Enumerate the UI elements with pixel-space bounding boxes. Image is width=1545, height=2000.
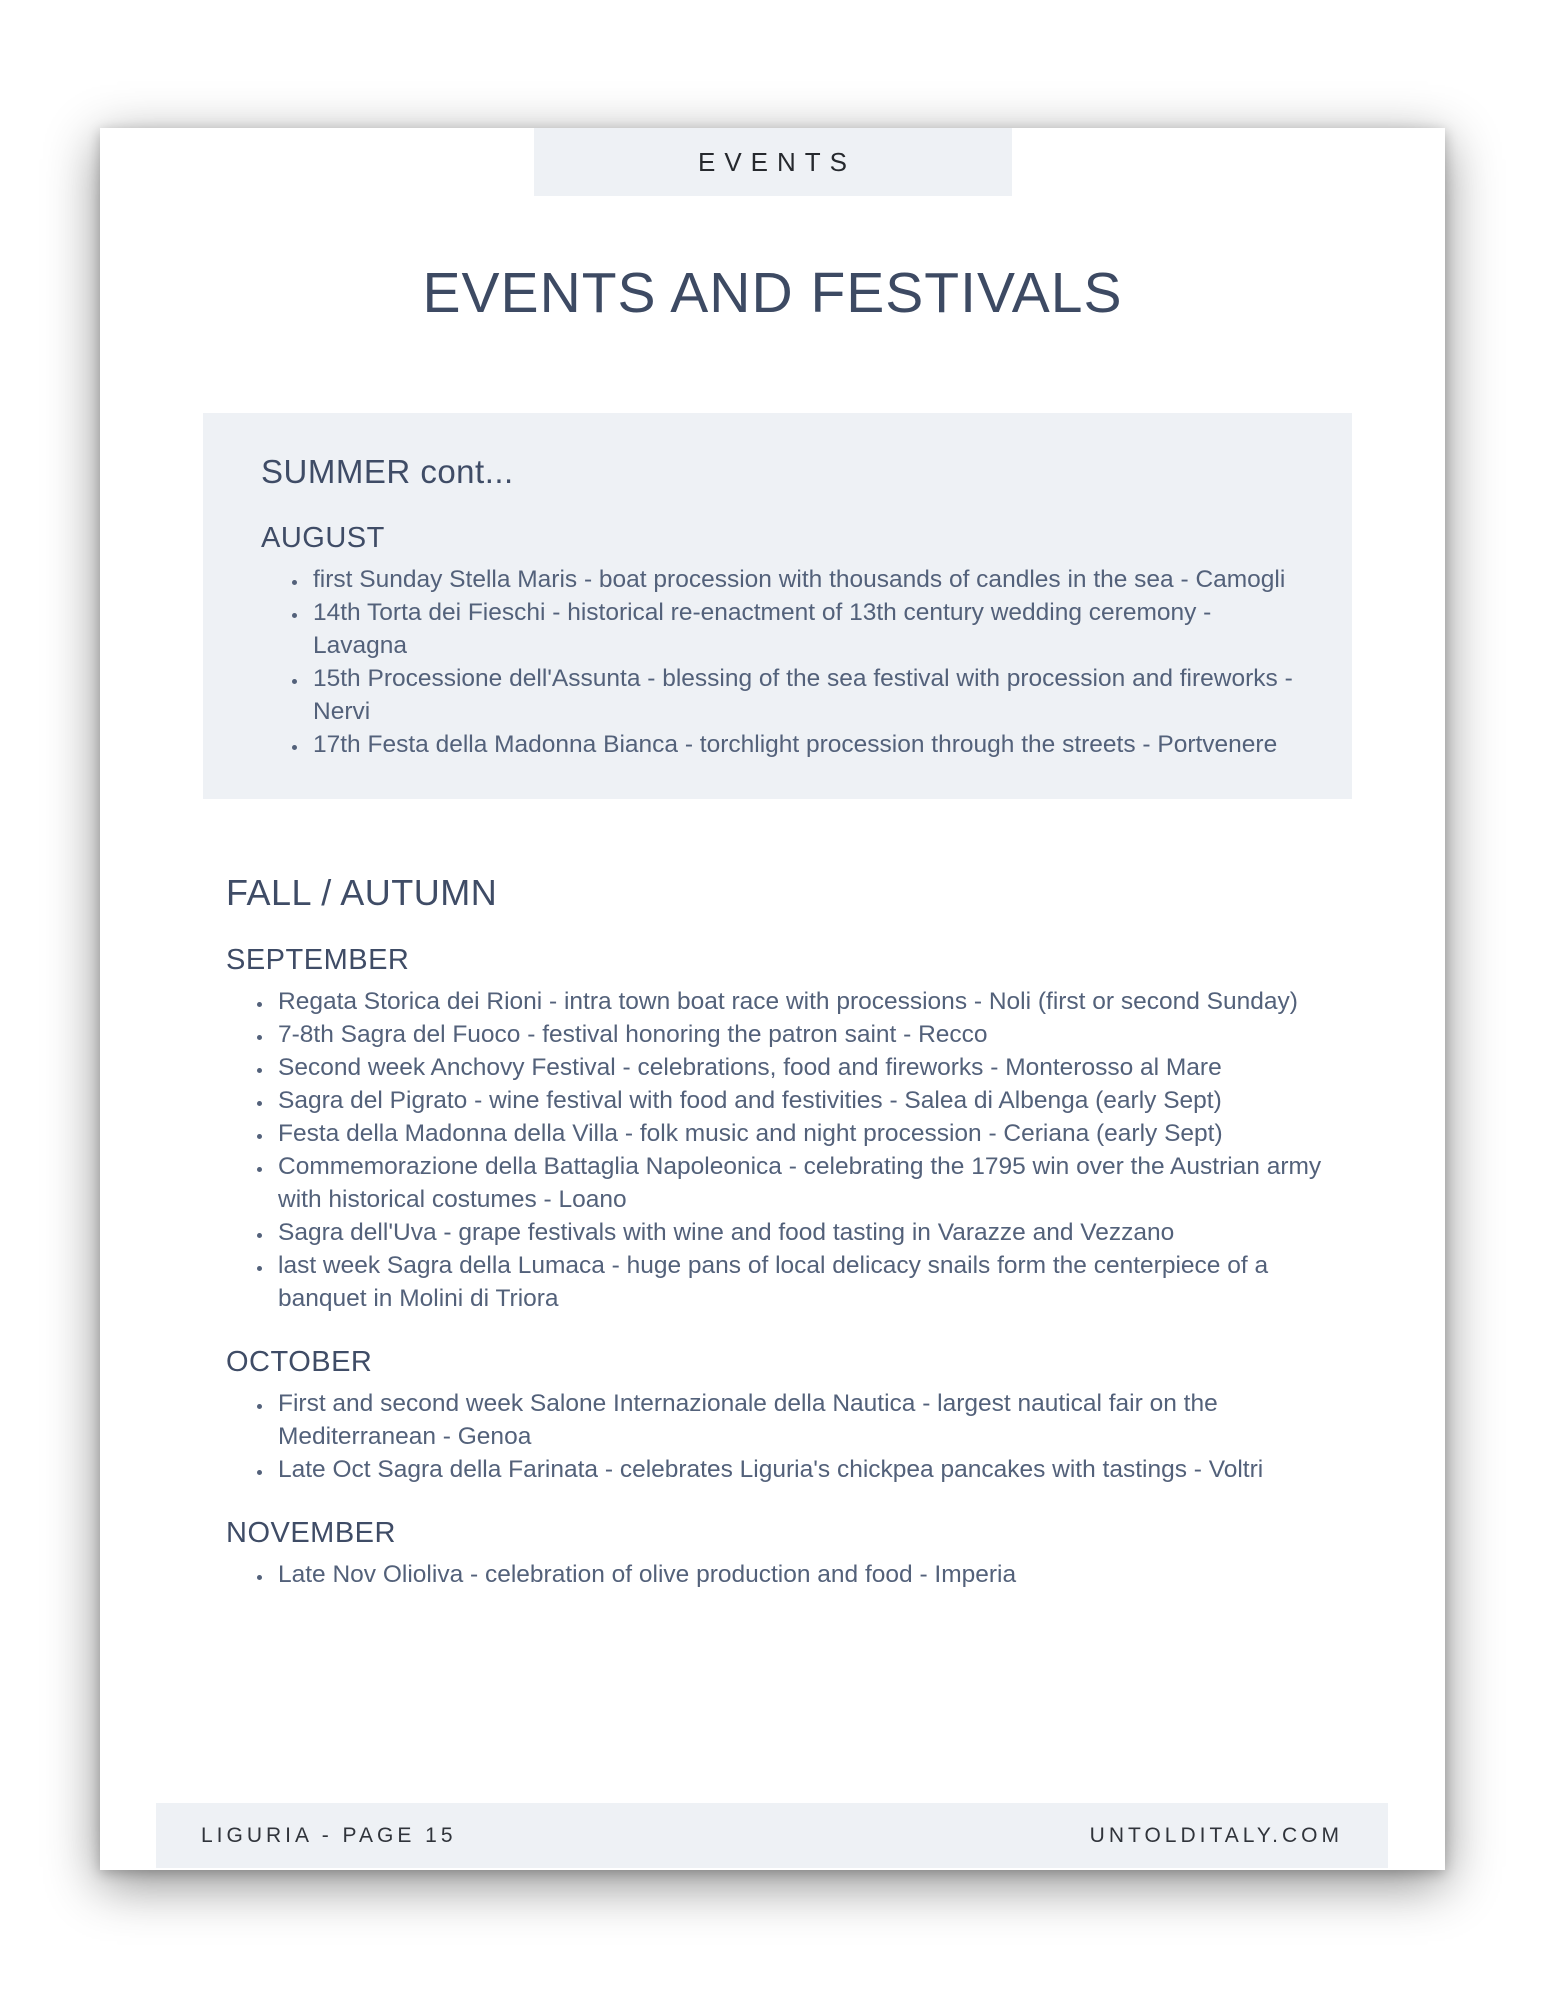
event-item: • first Sunday Stella Maris - boat procession with thousands of candles in the sea - Camogli: [309, 563, 1294, 596]
event-list-august: [261, 563, 1294, 761]
event-list-september: [226, 985, 1340, 1315]
event-item: • Sagra del Pigrato - wine festival with food and festivities - Salea di Albenga (early Sept): [274, 1084, 1340, 1117]
event-item: • 14th Torta dei Fieschi - historical re-enactment of 13th century wedding ceremony - Lavagna: [309, 596, 1294, 662]
month-heading-august: AUGUST: [261, 522, 385, 554]
event-item: • 15th Processione dell'Assunta - blessing of the sea festival with procession and fireworks - Nervi: [309, 662, 1294, 728]
document-page: [100, 128, 1445, 1870]
page-title: EVENTS AND FESTIVALS: [422, 261, 1123, 325]
event-item: • Commemorazione della Battaglia Napoleonica - celebrating the 1795 win over the Austrian army with historical costumes - Loano: [274, 1150, 1340, 1216]
month-heading-october: OCTOBER: [226, 1346, 373, 1378]
fall-autumn-section: [226, 871, 1340, 1591]
event-item: • 7-8th Sagra del Fuoco - festival honoring the patron saint - Recco: [274, 1018, 1340, 1051]
footer-page-label: LIGURIA - PAGE 15: [201, 1823, 457, 1847]
event-item: • Second week Anchovy Festival - celebrations, food and fireworks - Monterosso al Mare: [274, 1051, 1340, 1084]
event-list-october: [226, 1387, 1340, 1486]
event-list-november: [226, 1558, 1340, 1591]
page-header-badge: [534, 128, 1012, 196]
event-item: • Sagra dell'Uva - grape festivals with wine and food tasting in Varazze and Vezzano: [274, 1216, 1340, 1249]
event-item: • 17th Festa della Madonna Bianca - torchlight procession through the streets - Portvenere: [309, 728, 1294, 761]
event-item: • First and second week Salone Internazionale della Nautica - largest nautical fair on the Mediterranean - Genoa: [274, 1387, 1340, 1453]
month-heading-september: SEPTEMBER: [226, 944, 410, 976]
month-heading-november: NOVEMBER: [226, 1517, 396, 1549]
event-item: • Late Oct Sagra della Farinata - celebrates Liguria's chickpea pancakes with tastings - Voltri: [274, 1453, 1340, 1486]
page-header-badge-label: EVENTS: [697, 146, 857, 177]
event-item: • Late Nov Olioliva - celebration of olive production and food - Imperia: [274, 1558, 1340, 1591]
season-heading-summer: SUMMER cont...: [261, 453, 514, 490]
event-item: • last week Sagra della Lumaca - huge pans of local delicacy snails form the centerpiece of a banquet in Molini di Triora: [274, 1249, 1340, 1315]
page-footer-bar: [156, 1803, 1388, 1868]
event-item: • Festa della Madonna della Villa - folk music and night procession - Ceriana (early Sept): [274, 1117, 1340, 1150]
event-item: • Regata Storica dei Rioni - intra town boat race with processions - Noli (first or second Sunday): [274, 985, 1340, 1018]
footer-site-label: UNTOLDITALY.COM: [1089, 1823, 1343, 1847]
summer-section-box: [203, 413, 1352, 799]
season-heading-fall: FALL / AUTUMN: [226, 872, 498, 913]
